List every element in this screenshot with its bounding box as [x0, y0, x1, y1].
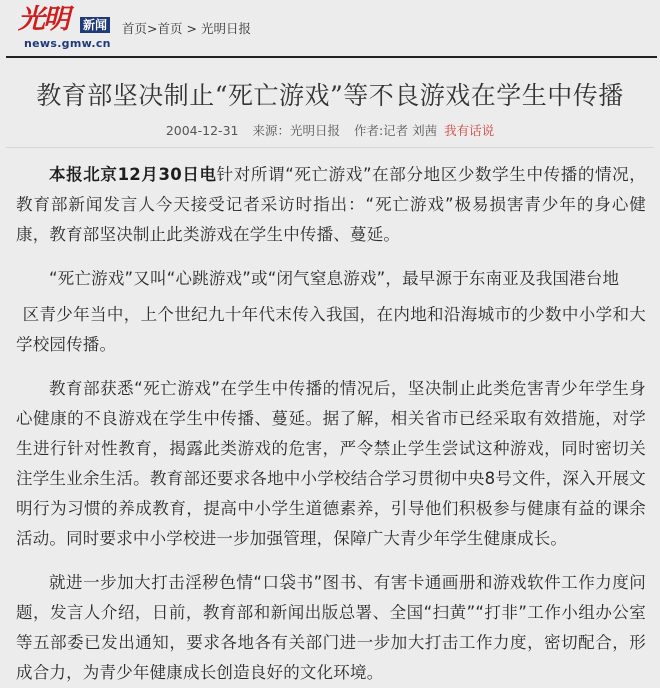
breadcrumb-gmrb-link[interactable]: 光明日报: [200, 21, 251, 36]
article-paragraph: 教育部获悉“死亡游戏”在学生中传播的情况后，坚决制止此类危害青少年学生身心健康的不良游戏在学生中传播、蔓延。据了解，相关省市已经采取有效措施，对学生进行针对性教育，揭露此类游戏的危害，严令禁止学生尝试这种游戏，同时密切关注学生业余生活。教育部还要求各地中小学校结合学习贯彻中央8号文件，深入开展文明行为习惯的养成教育，提高中小学生道德素养，引导他们积极参与健康有益的课余活动。同时要求中小学校进一步加强管理，保障广大青少年学生健康成长。: [16, 379, 646, 548]
article-date: 2004-12-31: [165, 123, 239, 138]
article-author: 作者:记者 刘茜: [353, 123, 438, 138]
logo-url: news.gmw.cn: [24, 37, 111, 50]
article-paragraph: 区青少年当中，上个世纪九十年代末传入我国，在内地和沿海城市的少数中小学和大学校园传播。: [16, 305, 646, 354]
breadcrumb-home-link[interactable]: 首页: [122, 21, 148, 36]
logo-news-badge: 新闻: [80, 17, 110, 33]
article-body: [0, 160, 660, 688]
breadcrumb-home-link-2[interactable]: 首页: [157, 21, 183, 36]
gmw-news-logo[interactable]: [14, 4, 114, 52]
meta-divider: [6, 147, 654, 148]
article-paragraph: “死亡游戏”又叫“心跳游戏”或“闭气窒息游戏”，最早源于东南亚及我国港台地: [49, 269, 620, 288]
article-meta: [0, 122, 660, 140]
article-title: 教育部坚决制止“死亡游戏”等不良游戏在学生中传播: [36, 81, 624, 110]
breadcrumb-separator: >: [182, 21, 201, 36]
article-paragraph: 就进一步加大打击淫秽色情“口袋书”图书、有害卡通画册和游戏软件工作力度问题，发言人介绍，日前，教育部和新闻出版总署、全国“扫黄”“打非”工作小组办公室等五部委已发出通知，要求各地各有关部门进一步加大打击工作力度，密切配合，形成合力，为青少年健康成长创造良好的文化环境。: [16, 573, 646, 682]
article-paragraph: 本报北京12月30日电针对所谓“死亡游戏”在部分地区少数学生中传播的情况，教育部新闻发言人今天接受记者采访时指出：“死亡游戏”极易损害青少年的身心健康，教育部坚决制止此类游戏在学生中传播、蔓延。: [16, 165, 647, 244]
comment-link[interactable]: 我有话说: [444, 123, 495, 138]
site-header: [6, 0, 657, 58]
breadcrumb-separator: >: [147, 21, 158, 36]
article-source: 来源：光明日报: [252, 123, 340, 138]
breadcrumb: [122, 21, 251, 37]
dateline: 本报北京12月30日电: [49, 165, 217, 184]
logo-script-text: 光明: [18, 4, 68, 35]
